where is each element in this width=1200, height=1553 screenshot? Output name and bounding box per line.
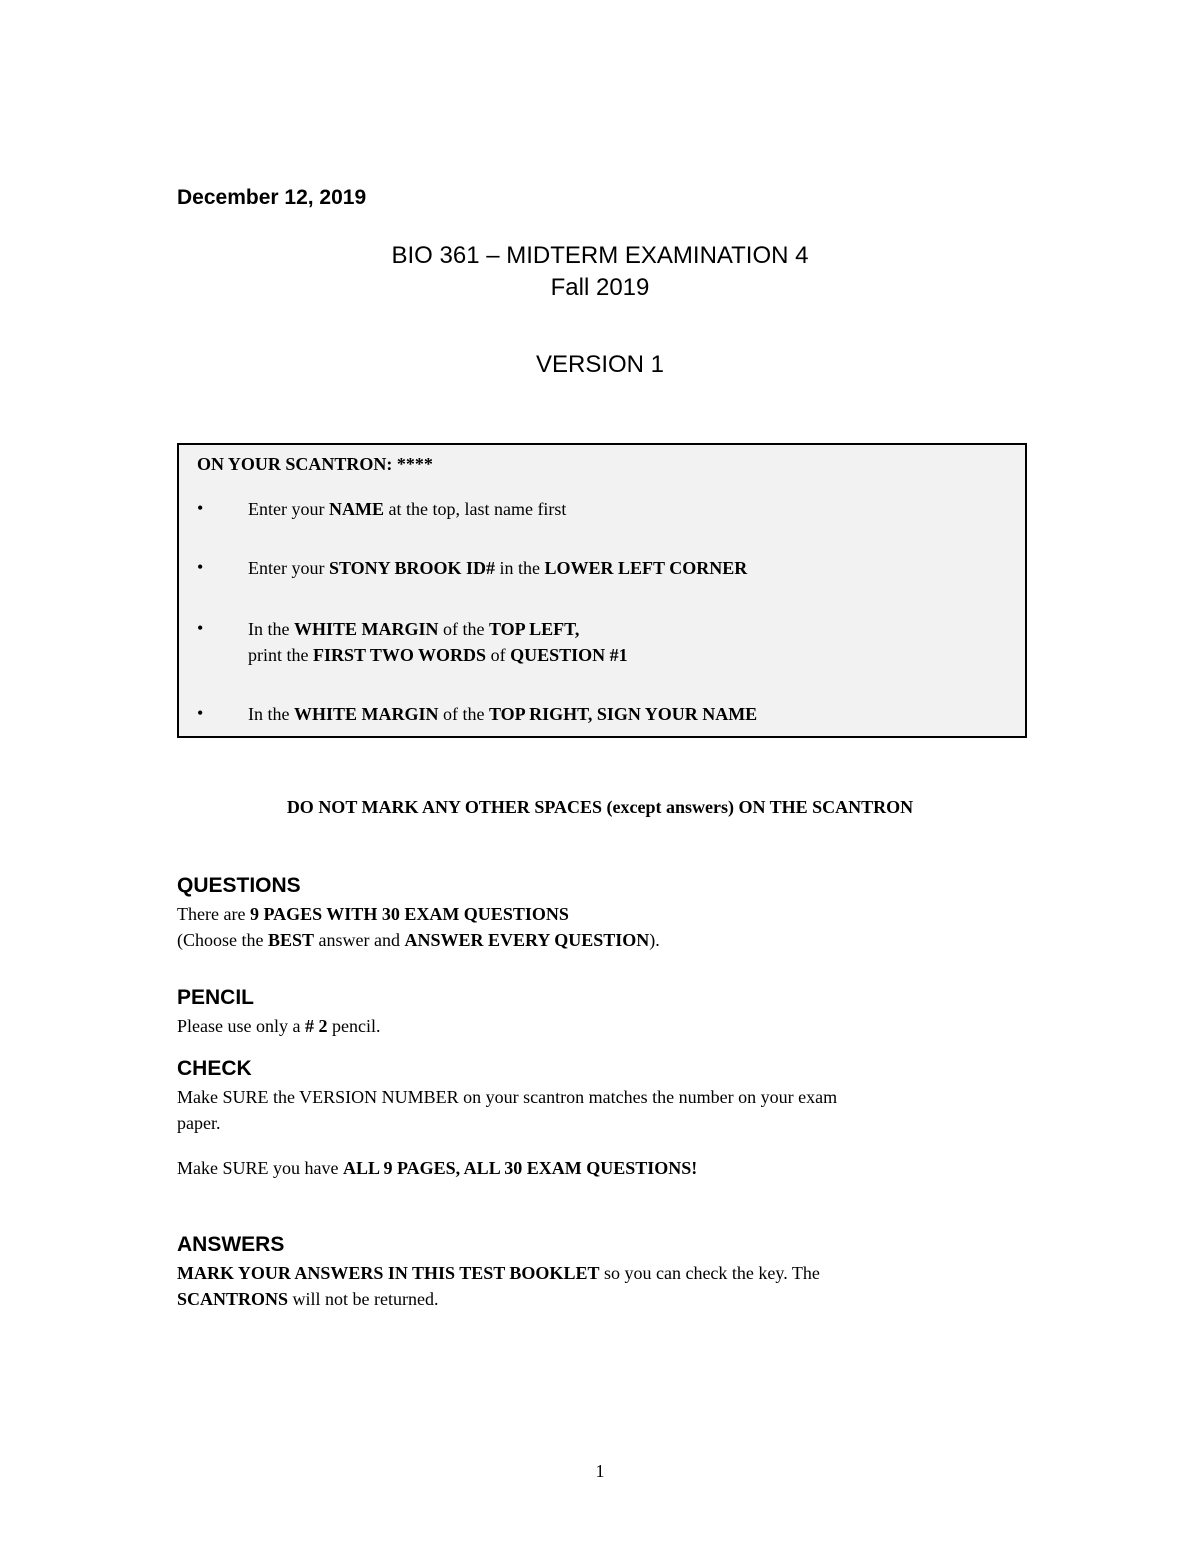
text-run: at the top, last name first bbox=[383, 499, 567, 519]
questions-line bbox=[177, 927, 660, 953]
text-run: In the bbox=[248, 704, 294, 724]
text-run: (Choose the bbox=[177, 930, 268, 950]
bold-text-run: ALL 9 PAGES, ALL 30 EXAM QUESTIONS! bbox=[342, 1158, 698, 1178]
text-run: There are bbox=[177, 904, 250, 924]
bold-text-run: STONY BROOK ID# bbox=[328, 558, 496, 578]
instruction-name bbox=[248, 496, 566, 522]
warning-text: DO NOT MARK ANY OTHER SPACES (except answers) ON THE SCANTRON bbox=[286, 797, 914, 817]
text-run: Make SURE you have bbox=[177, 1158, 343, 1178]
answers-heading: ANSWERS bbox=[177, 1233, 285, 1256]
check-line bbox=[177, 1155, 697, 1181]
text-run: pencil. bbox=[327, 1016, 381, 1036]
bold-text-run: FIRST TWO WORDS bbox=[313, 645, 487, 665]
bold-text-run: QUESTION #1 bbox=[510, 645, 628, 665]
bold-text-run: # 2 bbox=[304, 1016, 328, 1036]
text-run: will not be returned. bbox=[288, 1289, 439, 1309]
check-line bbox=[177, 1110, 220, 1136]
text-run: so you can check the key. The bbox=[599, 1263, 820, 1283]
instruction-top-right bbox=[248, 701, 757, 727]
bold-text-run: MARK YOUR ANSWERS IN THIS TEST BOOKLET bbox=[177, 1263, 600, 1283]
questions-heading: QUESTIONS bbox=[177, 874, 301, 897]
scantron-heading: ON YOUR SCANTRON: **** bbox=[197, 454, 433, 474]
text-run: of the bbox=[438, 619, 489, 639]
exam-date: December 12, 2019 bbox=[177, 186, 367, 209]
exam-version: VERSION 1 bbox=[535, 351, 665, 378]
exam-term: Fall 2019 bbox=[550, 274, 650, 301]
text-run: of bbox=[486, 645, 511, 665]
bold-text-run: BEST bbox=[267, 930, 315, 950]
bold-text-run: ANSWER EVERY QUESTION bbox=[404, 930, 650, 950]
exam-title: BIO 361 – MIDTERM EXAMINATION 4 bbox=[391, 242, 809, 269]
check-line bbox=[177, 1084, 837, 1110]
page-number: 1 bbox=[595, 1461, 605, 1481]
answers-line bbox=[177, 1260, 820, 1286]
bold-text-run: 9 PAGES WITH 30 EXAM QUESTIONS bbox=[249, 904, 569, 924]
text-run: Enter your bbox=[248, 499, 329, 519]
bullet-icon: • bbox=[197, 557, 204, 577]
text-run: In the bbox=[248, 619, 294, 639]
questions-line bbox=[177, 901, 569, 927]
text-run: answer and bbox=[314, 930, 405, 950]
answers-line bbox=[177, 1286, 439, 1312]
instruction-id bbox=[248, 555, 747, 581]
bullet-icon: • bbox=[197, 498, 204, 518]
pencil-line bbox=[177, 1013, 380, 1039]
text-run: Make SURE the VERSION NUMBER on your scantron matches the number on your exam bbox=[177, 1087, 838, 1107]
instruction-top-left-cont bbox=[248, 642, 628, 668]
text-run: Please use only a bbox=[177, 1016, 305, 1036]
text-run: paper. bbox=[177, 1113, 221, 1133]
text-run: of the bbox=[438, 704, 489, 724]
text-run: Enter your bbox=[248, 558, 329, 578]
instruction-top-left bbox=[248, 616, 579, 642]
text-run: in the bbox=[495, 558, 545, 578]
bold-text-run: TOP LEFT, bbox=[488, 619, 580, 639]
bold-text-run: LOWER LEFT CORNER bbox=[544, 558, 748, 578]
bold-text-run: NAME bbox=[328, 499, 384, 519]
scantron-instructions-box bbox=[177, 443, 1027, 738]
bold-text-run: WHITE MARGIN bbox=[293, 619, 439, 639]
bullet-icon: • bbox=[197, 618, 204, 638]
text-run: ). bbox=[649, 930, 660, 950]
bold-text-run: WHITE MARGIN bbox=[293, 704, 439, 724]
bullet-icon: • bbox=[197, 703, 204, 723]
bold-text-run: SCANTRONS bbox=[177, 1289, 289, 1309]
check-heading: CHECK bbox=[177, 1057, 252, 1080]
bold-text-run: TOP RIGHT, SIGN YOUR NAME bbox=[488, 704, 758, 724]
text-run: print the bbox=[248, 645, 313, 665]
pencil-heading: PENCIL bbox=[177, 986, 255, 1009]
